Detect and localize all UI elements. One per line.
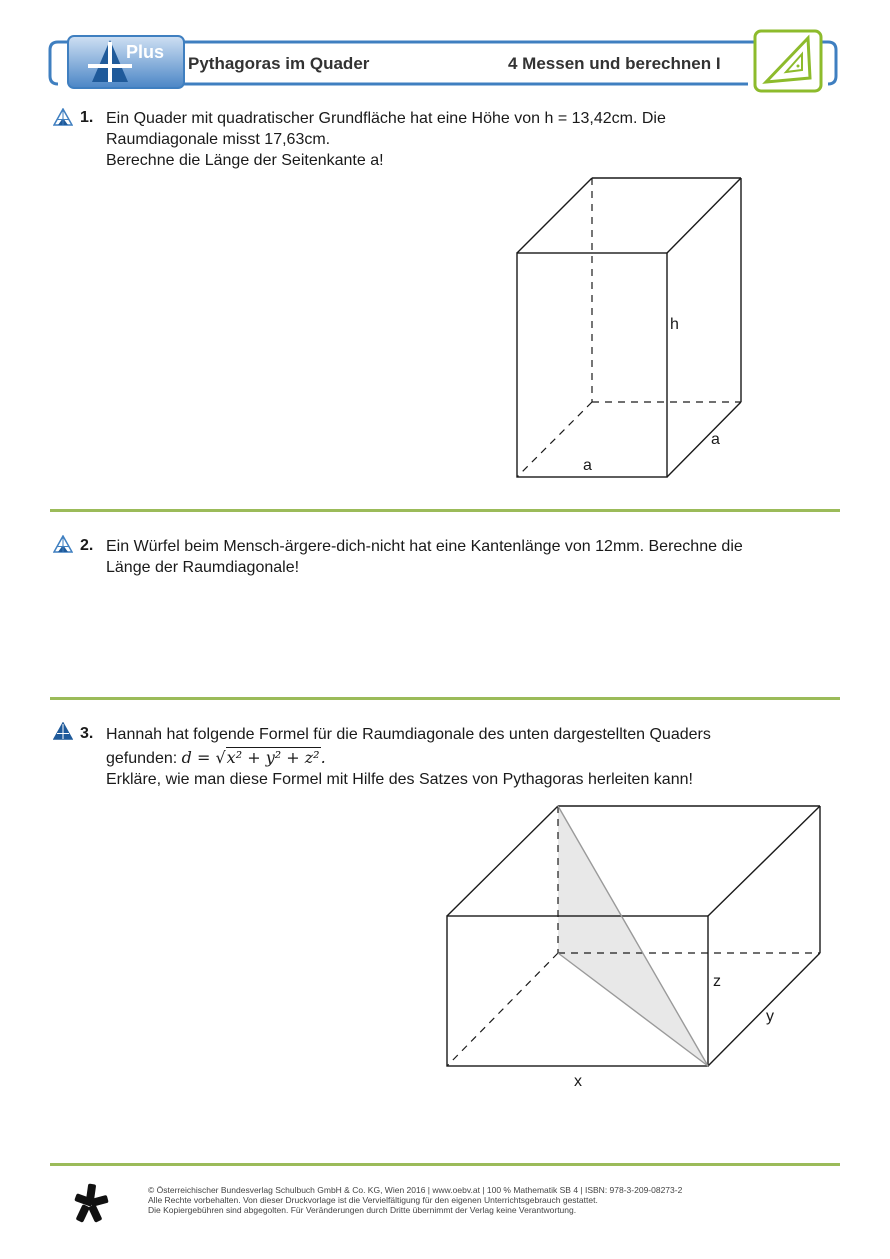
page-title: Pythagoras im Quader: [188, 54, 370, 73]
copyright-notice: © Österreichischer Bundesverlag Schulbuch GmbH & Co. KG, Wien 2016 | www.oebv.at | 100 % Mathematik SB 4 | ISBN: 978-3-209-08273-2 Alle Rechte vorbehalten. Von dieser Druckvorlage ist die Vervielfältigung für den eigenen Unterrichtsgebrauch gestattet. Die Kopiergebühren sind abgegolten. Für Veränderungen durch Dritte übernimmt der Verlag keine Verantwortung.: [148, 1185, 683, 1215]
set-square-logo: [752, 28, 824, 94]
task-3-label-z: z: [713, 973, 721, 990]
diagonal-formula: d = √x² + y² + z².: [181, 748, 326, 767]
task-1-text: Ein Quader mit quadratischer Grundfläche hat eine Höhe von h = 13,42cm. Die Raumdiagonale misst 17,63cm. Berechne die Länge der Seitenkante a!: [106, 110, 666, 169]
task-3-cuboid-figure: [440, 800, 830, 1075]
section-divider: [50, 697, 840, 700]
task-3-label-y: y: [766, 1008, 774, 1025]
publisher-logo: [72, 1183, 110, 1223]
task-2-number: 2.: [80, 537, 94, 554]
task-3-label-x: x: [574, 1073, 582, 1090]
difficulty-icon-level-2: [53, 722, 73, 740]
chapter-title: 4 Messen und berechnen I: [508, 54, 721, 73]
section-divider: [50, 509, 840, 512]
task-1-label-a-front: a: [583, 457, 592, 474]
task-1-label-a-side: a: [711, 431, 720, 448]
plus-badge-label: Plus: [126, 42, 165, 62]
task-3-number: 3.: [80, 725, 94, 742]
task-3-text: Hannah hat folgende Formel für die Raumdiagonale des unten dargestellten Quaders gefunden: d = √x² + y² + z². Erkläre, wie man diese Formel mit Hilfe des Satzes von Pythagoras herleiten kann!: [106, 726, 711, 788]
difficulty-icon-level-1: [53, 108, 73, 126]
task-1-number: 1.: [80, 109, 94, 126]
task-1-cuboid-figure: [500, 170, 760, 490]
task-2-text: Ein Würfel beim Mensch-ärgere-dich-nicht hat eine Kantenlänge von 12mm. Berechne die Länge der Raumdiagonale!: [106, 538, 743, 576]
difficulty-icon-level-1: [53, 535, 73, 553]
footer-divider: [50, 1163, 840, 1166]
task-1-label-h: h: [670, 316, 679, 333]
